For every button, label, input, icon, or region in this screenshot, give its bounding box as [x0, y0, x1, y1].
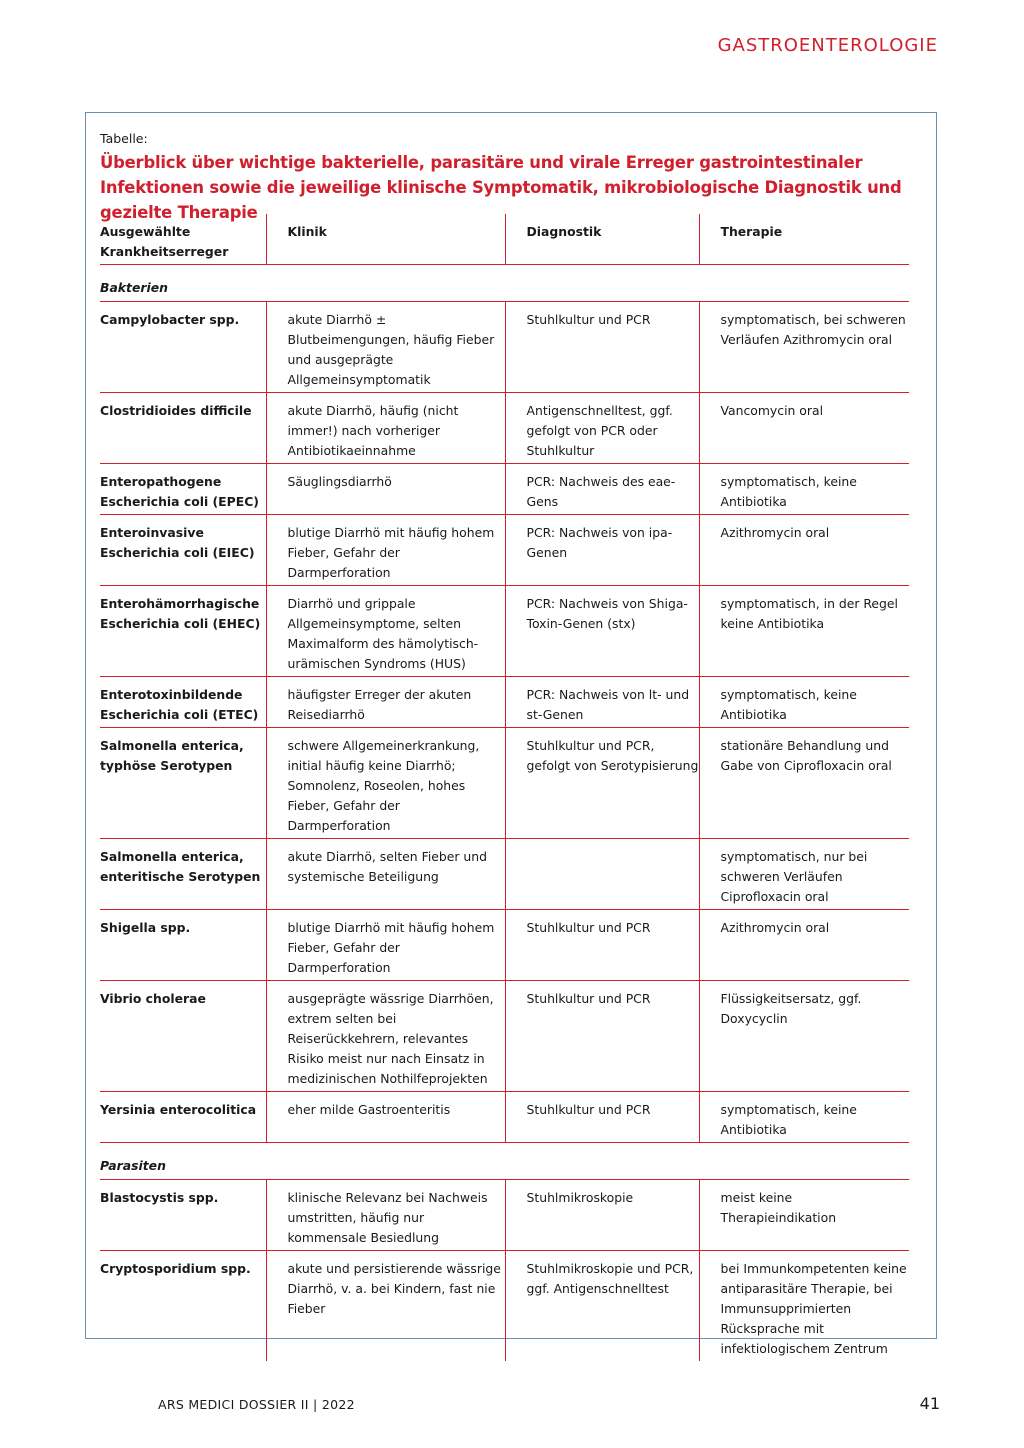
clinic-cell: häufigster Erreger der akuten Reisediarrhö — [266, 677, 505, 728]
table-row — [100, 910, 909, 981]
clinic-cell: ausgeprägte wässrige Diarrhöen, extrem selten bei Reiserückkehrern, relevantes Risiko meist nur nach Einsatz in medizinischen Nothilfeprojekten — [266, 981, 505, 1092]
table-row — [100, 302, 909, 393]
table-row — [100, 515, 909, 586]
clinic-cell: akute und persistierende wässrige Diarrhö, v. a. bei Kindern, fast nie Fieber — [266, 1251, 505, 1362]
clinic-cell: blutige Diarrhö mit häufig hohem Fieber, Gefahr der Darmperforation — [266, 515, 505, 586]
table-row — [100, 677, 909, 728]
table-row — [100, 1092, 909, 1143]
therapy-cell: Vancomycin oral — [699, 393, 909, 464]
pathogen-cell: Salmonella enterica, typhöse Serotypen — [100, 728, 266, 839]
table-caption-title: Überblick über wichtige bakterielle, parasitäre und virale Erreger gastrointestinaler Infektionen sowie die jeweilige klinische Symptomatik, mikrobiologische Diagnostik und gezielte Therapie — [100, 153, 902, 222]
diagnostics-cell: Antigenschnelltest, ggf. gefolgt von PCR oder Stuhlkultur — [505, 393, 699, 464]
pathogen-cell: Enteroinvasive Escherichia coli (EIEC) — [100, 515, 266, 586]
clinic-cell: eher milde Gastroenteritis — [266, 1092, 505, 1143]
diagnostics-cell: Stuhlkultur und PCR — [505, 302, 699, 393]
clinic-cell: klinische Relevanz bei Nachweis umstritten, häufig nur kommensale Besiedlung — [266, 1180, 505, 1251]
therapy-cell: meist keine Therapieindikation — [699, 1180, 909, 1251]
pathogen-cell: Campylobacter spp. — [100, 302, 266, 393]
pathogen-cell: Enterohämorrhagische Escherichia coli (EHEC) — [100, 586, 266, 677]
therapy-cell: symptomatisch, nur bei schweren Verläufen Ciprofloxacin oral — [699, 839, 909, 910]
diagnostics-cell: Stuhlmikroskopie und PCR, ggf. Antigenschnelltest — [505, 1251, 699, 1362]
column-header-clinic: Klinik — [266, 214, 505, 265]
table-row — [100, 981, 909, 1092]
footer-publication: ARS MEDICI DOSSIER II | 2022 — [158, 1397, 355, 1412]
diagnostics-cell: Stuhlkultur und PCR — [505, 910, 699, 981]
therapy-cell: symptomatisch, bei schweren Verläufen Azithromycin oral — [699, 302, 909, 393]
clinic-cell: akute Diarrhö ± Blutbeimengungen, häufig Fieber und ausgeprägte Allgemeinsymptomatik — [266, 302, 505, 393]
table-row — [100, 586, 909, 677]
clinic-cell: akute Diarrhö, selten Fieber und systemische Beteiligung — [266, 839, 505, 910]
therapy-cell: symptomatisch, in der Regel keine Antibiotika — [699, 586, 909, 677]
pathogen-cell: Enteropathogene Escherichia coli (EPEC) — [100, 464, 266, 515]
table-row — [100, 728, 909, 839]
diagnostics-cell: Stuhlmikroskopie — [505, 1180, 699, 1251]
section-row — [100, 1143, 909, 1180]
therapy-cell: Flüssigkeitsersatz, ggf. Doxycyclin — [699, 981, 909, 1092]
pathogen-cell: Salmonella enterica, enteritische Serotypen — [100, 839, 266, 910]
pathogen-cell: Blastocystis spp. — [100, 1180, 266, 1251]
clinic-cell: Diarrhö und grippale Allgemeinsymptome, selten Maximalform des hämolytisch-urämischen Syndroms (HUS) — [266, 586, 505, 677]
section-row — [100, 265, 909, 302]
therapy-cell: symptomatisch, keine Antibiotika — [699, 677, 909, 728]
column-header-therapy: Therapie — [699, 214, 909, 265]
pathogen-cell: Clostridioides difficile — [100, 393, 266, 464]
therapy-cell: bei Immunkompetenten keine antiparasitäre Therapie, bei Immunsupprimierten Rücksprache mit infektiologischem Zentrum — [699, 1251, 909, 1362]
pathogen-cell: Cryptosporidium spp. — [100, 1261, 251, 1276]
column-header-diagnostics: Diagnostik — [505, 214, 699, 265]
section-title: GASTROENTEROLOGIE — [717, 35, 938, 56]
diagnostics-cell — [505, 839, 699, 910]
therapy-cell: symptomatisch, keine Antibiotika — [699, 464, 909, 515]
clinic-cell: schwere Allgemeinerkrankung, initial häufig keine Diarrhö; Somnolenz, Roseolen, hohes Fieber, Gefahr der Darmperforation — [266, 728, 505, 839]
diagnostics-cell: PCR: Nachweis von Shiga-Toxin-Genen (stx) — [505, 586, 699, 677]
pathogen-cell: Shigella spp. — [100, 910, 266, 981]
section-title: Bakterien — [100, 265, 909, 302]
diagnostics-cell: PCR: Nachweis von lt- und st-Genen — [505, 677, 699, 728]
clinic-cell: akute Diarrhö, häufig (nicht immer!) nach vorheriger Antibiotikaeinnahme — [266, 393, 505, 464]
clinic-cell: Säuglingsdiarrhö — [266, 464, 505, 515]
diagnostics-cell: Stuhlkultur und PCR — [505, 1092, 699, 1143]
pathogen-cell: Yersinia enterocolitica — [100, 1092, 266, 1143]
table-row — [100, 393, 909, 464]
page-number: 41 — [919, 1394, 940, 1413]
pathogen-table — [100, 214, 909, 1361]
pathogen-cell: Enterotoxinbildende Escherichia coli (ETEC) — [100, 677, 266, 728]
section-title: Parasiten — [100, 1143, 909, 1180]
diagnostics-cell: PCR: Nachweis von ipa-Genen — [505, 515, 699, 586]
table-row — [100, 839, 909, 910]
diagnostics-cell: Stuhlkultur und PCR — [505, 981, 699, 1092]
clinic-cell: blutige Diarrhö mit häufig hohem Fieber, Gefahr der Darmperforation — [266, 910, 505, 981]
column-header-pathogen: Ausgewählte Krankheitserreger — [100, 214, 266, 265]
therapy-cell: symptomatisch, keine Antibiotika — [699, 1092, 909, 1143]
diagnostics-cell: Stuhlkultur und PCR, gefolgt von Serotypisierung — [505, 728, 699, 839]
table-row — [100, 1180, 909, 1251]
therapy-cell: Azithromycin oral — [699, 515, 909, 586]
pathogen-cell: Vibrio cholerae — [100, 981, 266, 1092]
table-header-row — [100, 214, 909, 265]
diagnostics-cell: PCR: Nachweis des eae-Gens — [505, 464, 699, 515]
table-row — [100, 464, 909, 515]
therapy-cell: stationäre Behandlung und Gabe von Ciprofloxacin oral — [699, 728, 909, 839]
table-caption-label: Tabelle: — [100, 131, 148, 146]
table-row — [100, 1251, 909, 1362]
therapy-cell: Azithromycin oral — [699, 910, 909, 981]
